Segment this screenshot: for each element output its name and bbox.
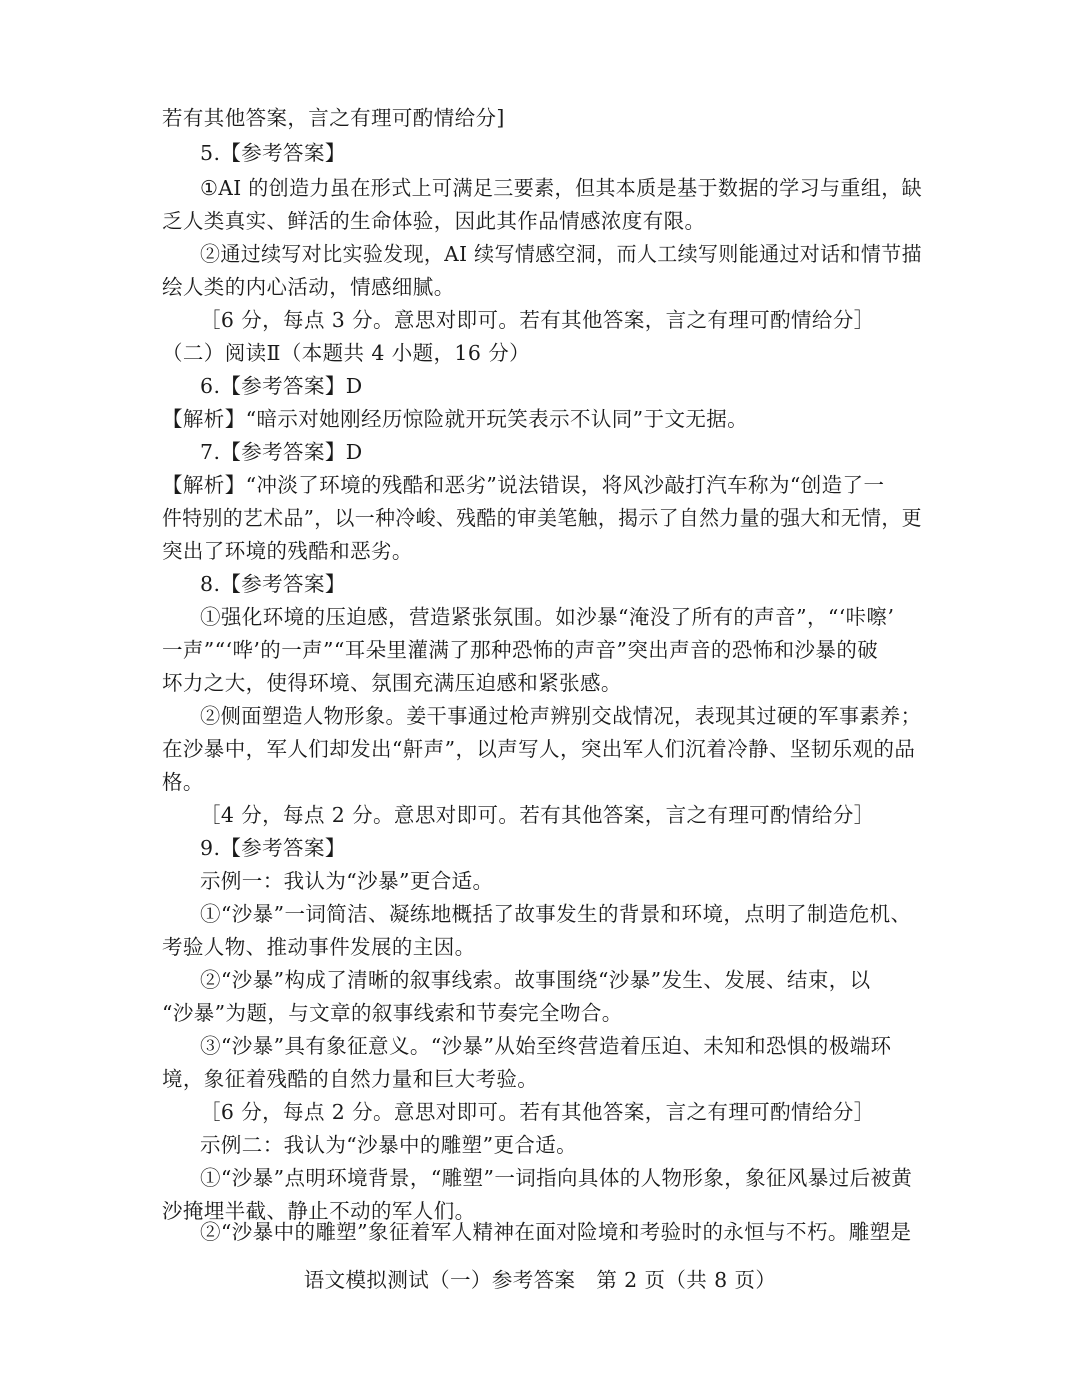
text-line: ②“沙暴中的雕塑”象征着军人精神在面对险境和考验时的永恒与不朽。雕塑是 xyxy=(200,1220,912,1244)
example-heading: 示例二：我认为“沙暴中的雕塑”更合适。 xyxy=(200,1133,578,1157)
text-line: 一声”“‘哗’的一声”“耳朵里灌满了那种恐怖的声音”突出声音的恐怖和沙暴的破 xyxy=(162,638,879,662)
text-line: ①“沙暴”点明环境背景，“雕塑”一词指向具体的人物形象，象征风暴过后被黄 xyxy=(200,1166,913,1190)
scoring-note: ［4 分，每点 2 分。意思对即可。若有其他答案，言之有理可酌情给分］ xyxy=(200,803,875,827)
scoring-note: ［6 分，每点 2 分。意思对即可。若有其他答案，言之有理可酌情给分］ xyxy=(200,1100,875,1124)
text-line: ②通过续写对比实验发现，AI 续写情感空洞，而人工续写则能通过对话和情节描 xyxy=(200,242,922,266)
answer-heading-7: 7.【参考答案】D xyxy=(200,440,363,464)
example-heading: 示例一：我认为“沙暴”更合适。 xyxy=(200,869,494,893)
text-line: 乏人类真实、鲜活的生命体验，因此其作品情感浓度有限。 xyxy=(162,209,706,233)
analysis-line: 【解析】“暗示对她刚经历惊险就开玩笑表示不认同”于文无据。 xyxy=(162,407,749,431)
text-line: 境，象征着残酷的自然力量和巨大考验。 xyxy=(162,1067,539,1091)
section-heading: （二）阅读Ⅱ（本题共 4 小题，16 分） xyxy=(162,341,531,365)
text-line: “沙暴”为题，与文章的叙事线索和节奏完全吻合。 xyxy=(162,1001,623,1025)
text-line: ①“沙暴”一词简洁、凝练地概括了故事发生的背景和环境，点明了制造危机、 xyxy=(200,902,912,926)
text-line: 在沙暴中，军人们却发出“鼾声”，以声写人，突出军人们沉着冷静、坚韧乐观的品 xyxy=(162,737,916,761)
text-line: ①AI 的创造力虽在形式上可满足三要素，但其本质是基于数据的学习与重组，缺 xyxy=(200,176,923,200)
text-line: 考验人物、推动事件发展的主因。 xyxy=(162,935,476,959)
text-line: ③“沙暴”具有象征意义。“沙暴”从始至终营造着压迫、未知和恐惧的极端环 xyxy=(200,1034,892,1058)
answer-heading-5: 5.【参考答案】 xyxy=(200,141,346,165)
scoring-note: ［6 分，每点 3 分。意思对即可。若有其他答案，言之有理可酌情给分］ xyxy=(200,308,875,332)
text-line: 沙掩埋半截、静止不动的军人们。 xyxy=(162,1199,476,1223)
text-line: 绘人类的内心活动，情感细腻。 xyxy=(162,275,455,299)
text-line: 突出了环境的残酷和恶劣。 xyxy=(162,539,413,563)
text-line: 坏力之大，使得环境、氛围充满压迫感和紧张感。 xyxy=(162,671,622,695)
text-line: 若有其他答案，言之有理可酌情给分] xyxy=(162,106,505,130)
text-line: ①强化环境的压迫感，营造紧张氛围。如沙暴“淹没了所有的声音”，“‘咔嚓’ xyxy=(200,605,895,629)
page-footer: 语文模拟测试（一）参考答案 第 2 页（共 8 页） xyxy=(303,1268,777,1292)
text-line: 格。 xyxy=(162,770,204,794)
text-line: ②侧面塑造人物形象。姜干事通过枪声辨别交战情况，表现其过硬的军事素养； xyxy=(200,704,922,728)
answer-heading-6: 6.【参考答案】D xyxy=(200,374,363,398)
answer-heading-8: 8.【参考答案】 xyxy=(200,572,346,596)
text-line: 件特别的艺术品”，以一种冷峻、残酷的审美笔触，揭示了自然力量的强大和无情，更 xyxy=(162,506,922,530)
answer-heading-9: 9.【参考答案】 xyxy=(200,836,346,860)
analysis-line: 【解析】“冲淡了环境的残酷和恶劣”说法错误，将风沙敲打汽车称为“创造了一 xyxy=(162,473,885,497)
text-line: ②“沙暴”构成了清晰的叙事线索。故事围绕“沙暴”发生、发展、结束，以 xyxy=(200,968,871,992)
